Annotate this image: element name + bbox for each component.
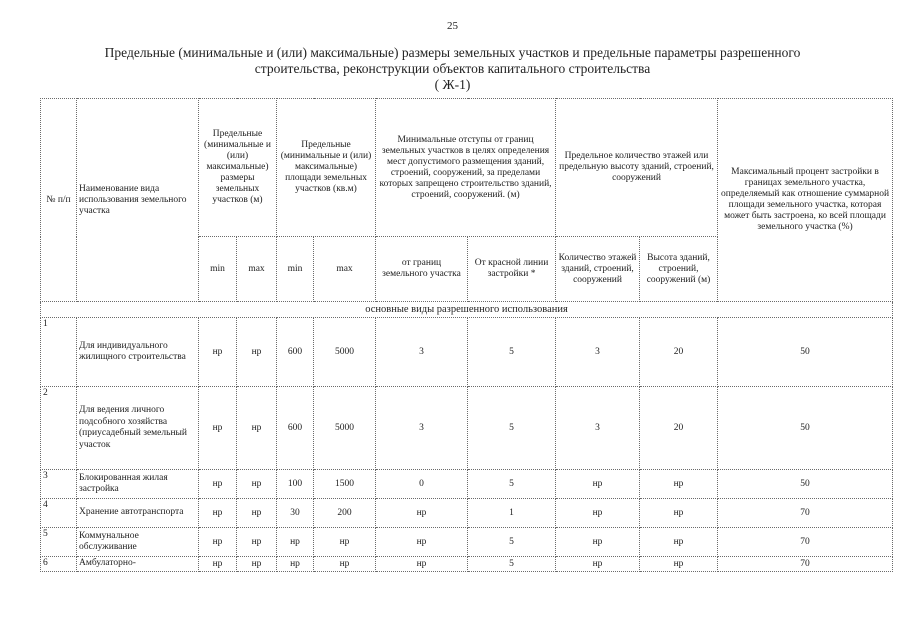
table-row [41,499,893,528]
page-number: 25 [447,20,458,32]
section-row [41,302,893,318]
row-setback-red: 5 [468,387,556,470]
row-setback-land: 3 [376,387,468,470]
row-area-max: 5000 [314,318,376,387]
row-setback-land: 3 [376,318,468,387]
header-coverage: Максимальный процент застройки в границах земельного участка, определяемый как отношение суммарной площади земельного участка, которая может быть застроена, ко всей площади земельного участка (%) [718,99,893,302]
row-name: Амбулаторно- [77,557,199,572]
table-row [41,387,893,470]
subheader-area-max: max [314,237,376,302]
subheader-floors-height: Высота зданий, строений, сооружений (м) [640,237,718,302]
row-area-max: нр [314,557,376,572]
zoning-parameters-table [40,98,893,572]
header-num: № п/п [41,99,77,302]
row-floors: нр [556,557,640,572]
row-num: 3 [41,470,77,499]
subheader-size-max: max [237,237,277,302]
row-size-min: нр [199,499,237,528]
row-area-max: 1500 [314,470,376,499]
row-size-max: нр [237,557,277,572]
row-coverage: 50 [718,470,893,499]
row-num: 4 [41,499,77,528]
row-floors: нр [556,499,640,528]
table-row [41,318,893,387]
row-setback-land: нр [376,528,468,557]
row-height: 20 [640,387,718,470]
row-setback-red: 5 [468,470,556,499]
header-name: Наименование вида использования земельного участка [77,99,199,302]
row-floors: 3 [556,318,640,387]
header-floors: Предельное количество этажей или предельную высоту зданий, строений, сооружений [556,99,718,237]
subheader-setback-land: от границ земельного участка [376,237,468,302]
row-area-min: 600 [277,318,314,387]
subheader-setback-red: От красной линии застройки * [468,237,556,302]
row-name: Хранение автотранспорта [77,499,199,528]
row-num: 6 [41,557,77,572]
row-size-max: нр [237,528,277,557]
row-size-max: нр [237,318,277,387]
header-size: Предельные (минимальные и (или) максимальные) размеры земельных участков (м) [199,99,277,237]
row-num: 5 [41,528,77,557]
row-floors: нр [556,470,640,499]
title-line-3: ( Ж-1) [434,77,471,92]
row-size-max: нр [237,470,277,499]
row-setback-red: 1 [468,499,556,528]
row-coverage: 70 [718,557,893,572]
row-setback-land: нр [376,557,468,572]
row-coverage: 50 [718,318,893,387]
row-name: Коммунальное обслуживание [77,528,199,557]
row-area-max: нр [314,528,376,557]
row-num: 2 [41,387,77,470]
section-title: основные виды разрешенного использования [41,302,893,318]
row-height: 20 [640,318,718,387]
row-height: нр [640,470,718,499]
row-name: Для индивидуального жилищного строительства [77,318,199,387]
row-setback-red: 5 [468,557,556,572]
row-name: Для ведения личного подсобного хозяйства (приусадебный земельный участок [77,387,199,470]
row-area-max: 200 [314,499,376,528]
header-area: Предельные (минимальные и (или) максимальные) площади земельных участков (кв.м) [277,99,376,237]
row-floors: 3 [556,387,640,470]
row-size-min: нр [199,387,237,470]
row-name: Блокированная жилая застройка [77,470,199,499]
row-setback-red: 5 [468,318,556,387]
row-num: 1 [41,318,77,387]
row-coverage: 70 [718,528,893,557]
row-area-min: нр [277,557,314,572]
document-title [40,45,865,93]
row-height: нр [640,528,718,557]
row-size-max: нр [237,387,277,470]
row-coverage: 50 [718,387,893,470]
row-area-min: 100 [277,470,314,499]
row-area-min: нр [277,528,314,557]
title-line-1: Предельные (минимальные и (или) максимальные) размеры земельных участков и предельные параметры разрешенного [104,45,801,60]
header-row [41,99,893,237]
row-coverage: 70 [718,499,893,528]
row-size-min: нр [199,318,237,387]
row-area-min: 600 [277,387,314,470]
row-height: нр [640,499,718,528]
subheader-area-min: min [277,237,314,302]
row-height: нр [640,557,718,572]
subheader-floors-count: Количество этажей зданий, строений, сооружений [556,237,640,302]
row-size-min: нр [199,557,237,572]
row-setback-land: нр [376,499,468,528]
row-size-max: нр [237,499,277,528]
row-size-min: нр [199,528,237,557]
row-area-max: 5000 [314,387,376,470]
row-setback-land: 0 [376,470,468,499]
table-row [41,470,893,499]
row-floors: нр [556,528,640,557]
title-line-2: строительства, реконструкции объектов капитального строительства [254,61,651,76]
row-area-min: 30 [277,499,314,528]
row-size-min: нр [199,470,237,499]
table-row [41,528,893,557]
subheader-size-min: min [199,237,237,302]
header-setback: Минимальные отступы от границ земельных участков в целях определения мест допустимого размещения зданий, строений, сооружений, за пределами которых запрещено строительство зданий, строений, сооружений. (м) [376,99,556,237]
table-row [41,557,893,572]
row-setback-red: 5 [468,528,556,557]
